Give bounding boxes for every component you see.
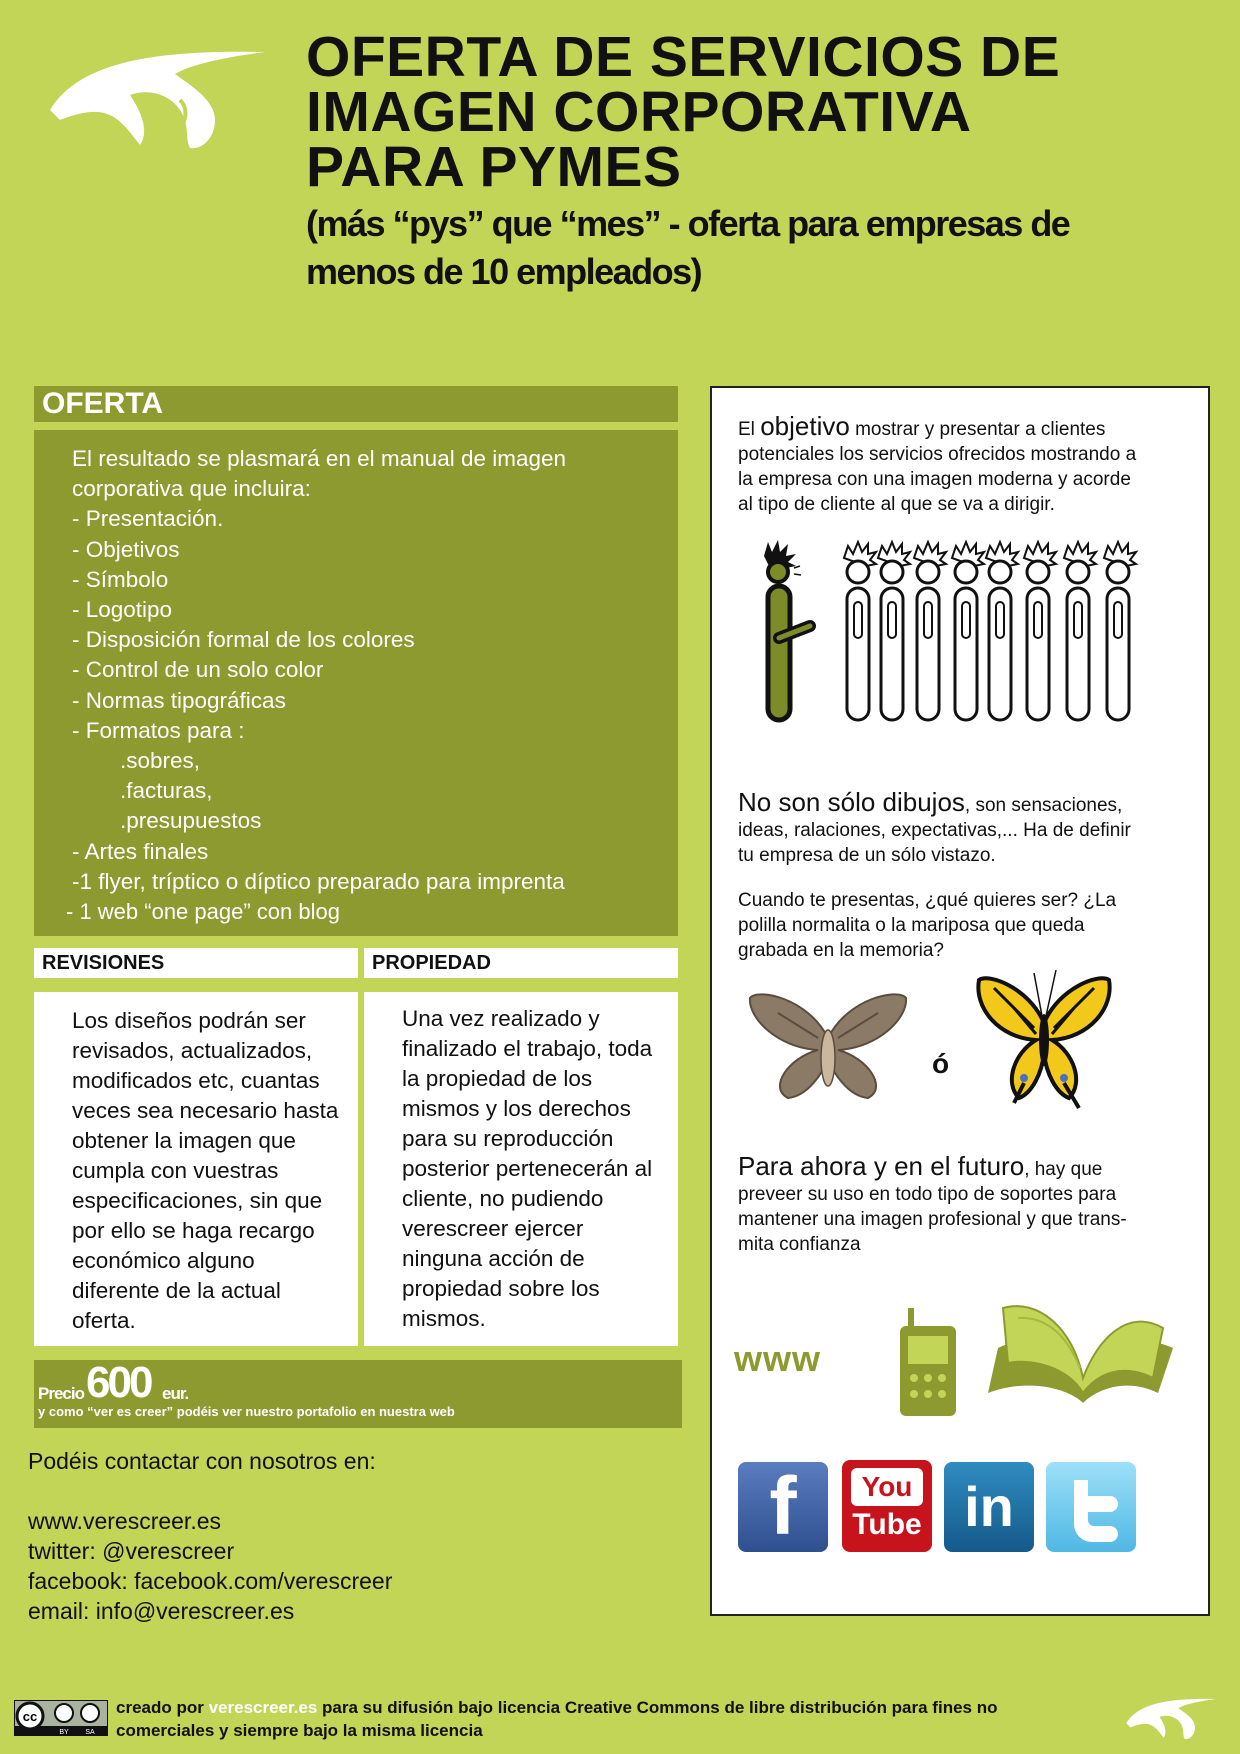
person-outline-icon: [844, 542, 876, 720]
svg-text:cc: cc: [22, 1709, 38, 1724]
contact-heading: Podéis contactar con nosotros en:: [28, 1448, 376, 1474]
footer-text: creado por verescreer.es para su difusión bajo licencia Creative Commons de libre distribución para fines no comerciales y siempre bajo la misma licencia: [116, 1698, 998, 1740]
precio-label: Precio: [38, 1384, 84, 1403]
svg-text:SA: SA: [85, 1729, 95, 1736]
contact-twitter[interactable]: twitter: @verescreer: [28, 1538, 235, 1564]
precio-note: y como “ver es creer” podéis ver nuestro portafolio en nuestra web: [38, 1404, 455, 1419]
person-outline-icon: [1064, 542, 1096, 720]
list-subitem: .sobres,: [120, 748, 201, 774]
page-title: OFERTA DE SERVICIOS DE IMAGEN CORPORATIVA PARA PYMES: [306, 25, 1061, 199]
objetivo-text: El objetivo mostrar y presentar a clientes potenciales los servicios ofrecidos mostrando a la empresa con una imagen moderna y acorde al tipo de cliente al que se va a dirigir.: [738, 411, 1137, 515]
contact-facebook[interactable]: facebook: facebook.com/verescreer: [28, 1568, 393, 1594]
futuro-text: Para ahora y en el futuro, hay que preveer su uso en todo tipo de soportes para mantener una imagen profesional y que trans- mita confianza: [738, 1151, 1127, 1255]
revisiones-text: Los diseños podrán ser revisados, actualizados, modificados etc, cuantas veces sea necesario hasta obtener la imagen que cumpla con vuestras especificaciones, sin que por ello se haga recargo económico alguno diferente de la actual oferta.: [34, 992, 358, 1346]
person-highlighted-icon: [764, 540, 810, 720]
precio-box: [34, 1360, 682, 1428]
www-text: www: [734, 1338, 822, 1379]
mobile-phone-icon: [898, 1308, 958, 1418]
people-illustration: [732, 538, 1192, 738]
list-subitem: .presupuestos: [120, 808, 262, 834]
twitter-icon[interactable]: [1046, 1462, 1136, 1552]
list-item: - Control de un solo color: [72, 657, 324, 683]
list-item: - Disposición formal de los colores: [72, 627, 415, 653]
propiedad-text: Una vez realizado y finalizado el trabajo, toda la propiedad de los mismos y los derechos para su reproducción posterior pertenecerán al cliente, no pudiendo verescreer ejercer ninguna acción de propiedad sobre los mismos.: [364, 992, 678, 1346]
oferta-list: [34, 430, 678, 936]
person-outline-icon: [952, 542, 984, 720]
youtube-icon[interactable]: You Tube: [842, 1460, 932, 1552]
list-item: - Símbolo: [72, 566, 169, 592]
list-item: - Artes finales: [72, 838, 209, 864]
list-item: - Normas tipográficas: [72, 687, 286, 713]
moth-image: [748, 988, 908, 1103]
list-item: - Logotipo: [72, 597, 173, 623]
butterfly-image: [974, 968, 1114, 1118]
list-item: -1 flyer, tríptico o díptico preparado para imprenta: [72, 868, 565, 894]
person-outline-icon: [1104, 542, 1136, 720]
person-outline-icon: [878, 542, 910, 720]
propiedad-heading: PROPIEDAD: [364, 948, 678, 978]
verescreer-logo-small: [1120, 1694, 1220, 1744]
dibujos-text: No son sólo dibujos, son sensaciones, ideas, ralaciones, expectativas,... Ha de definir tu empresa de un sólo vistazo.: [738, 787, 1131, 866]
or-text: ó: [932, 1048, 950, 1079]
people-row-icon: [844, 542, 1136, 720]
contact-web[interactable]: www.verescreer.es: [28, 1508, 222, 1534]
person-outline-icon: [1024, 542, 1056, 720]
list-item: - Formatos para :: [72, 717, 245, 743]
info-panel: [710, 386, 1210, 1616]
revisiones-heading: REVISIONES: [34, 948, 358, 978]
oferta-heading: OFERTA: [34, 386, 678, 422]
contact-email[interactable]: email: info@verescreer.es: [28, 1598, 295, 1624]
person-outline-icon: [914, 542, 946, 720]
list-item: - Objetivos: [72, 536, 180, 562]
footer-brand-link[interactable]: verescreer.es: [208, 1698, 318, 1717]
pregunta-text: Cuando te presentas, ¿qué quieres ser? ¿La polilla normalita o la mariposa que queda grabada en la memoria?: [738, 890, 1117, 961]
precio-currency: eur.: [162, 1384, 189, 1403]
creative-commons-icon: [14, 1700, 108, 1736]
oferta-intro: El resultado se plasmará en el manual de imagen: [72, 446, 567, 471]
person-outline-icon: [986, 542, 1018, 720]
verescreer-logo: [40, 40, 270, 160]
oferta-intro: corporativa que incluira:: [72, 476, 311, 502]
list-subitem: .facturas,: [120, 778, 213, 804]
list-item: - 1 web “one page” con blog: [66, 899, 340, 925]
linkedin-icon[interactable]: in: [944, 1462, 1034, 1552]
contact-block: [28, 1446, 648, 1626]
open-book-icon: [988, 1298, 1178, 1408]
page-subtitle: (más “pys” que “mes” - oferta para empresas de menos de 10 empleados): [306, 203, 1070, 292]
facebook-icon[interactable]: f: [738, 1462, 828, 1552]
svg-text:BY: BY: [59, 1729, 69, 1736]
precio-amount: 600: [86, 1358, 151, 1407]
list-item: - Presentación.: [72, 506, 224, 532]
